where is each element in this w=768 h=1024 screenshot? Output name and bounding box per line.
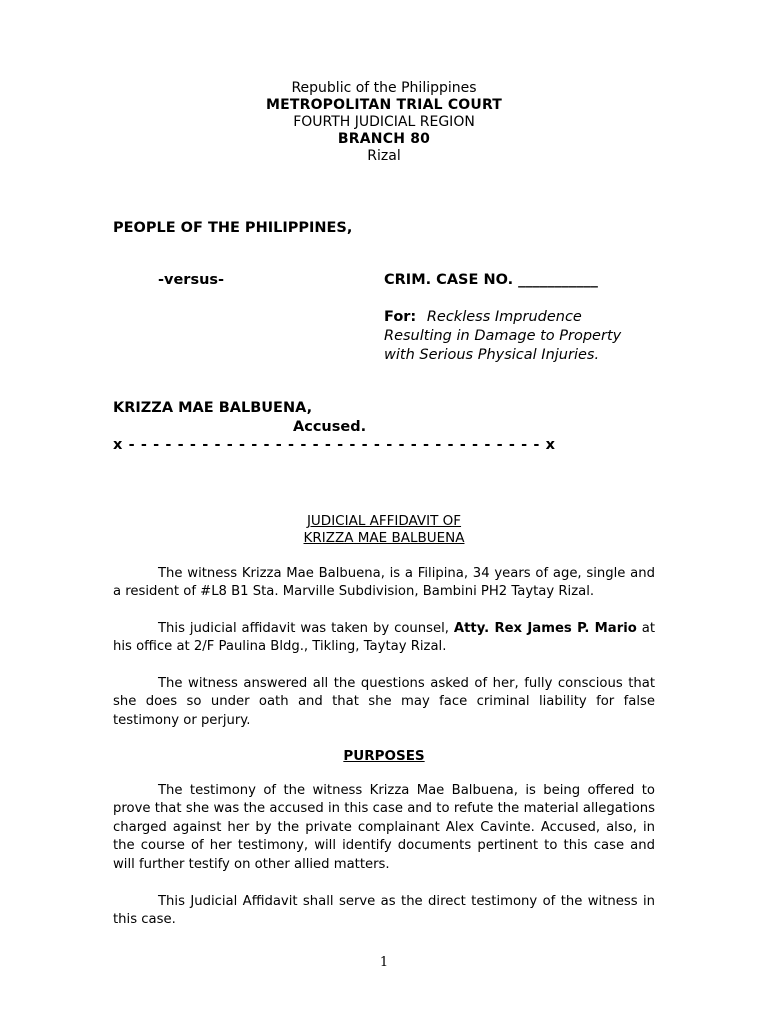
offense-line-1: Reckless Imprudence — [426, 309, 582, 325]
purposes-heading: PURPOSES — [343, 748, 425, 764]
affidavit-title-line-1: JUDICIAL AFFIDAVIT OF — [306, 513, 462, 529]
paragraph-witness-info: The witness Krizza Mae Balbuena, is a Filipina, 34 years of age, single and a resident of #L8 B1 Sta. Marville Subdivision, Bambini PH2 Taytay Rizal. — [113, 566, 655, 600]
header-court: METROPOLITAN TRIAL COURT — [265, 97, 503, 113]
paragraph-counsel — [113, 620, 655, 657]
page-number: 1 — [379, 955, 389, 970]
accused-name: KRIZZA MAE BALBUENA, — [113, 400, 313, 416]
case-number: CRIM. CASE NO. ___________ — [384, 272, 598, 288]
header-republic: Republic of the Philippines — [291, 80, 477, 96]
counsel-text-pre: This judicial affidavit was taken by counsel, — [158, 621, 454, 636]
for-label: For: — [384, 309, 417, 325]
paragraph-oath: The witness answered all the questions asked of her, fully conscious that she does so under oath and that she may face criminal liability for false testimony or perjury. — [113, 676, 655, 728]
plaintiff-name: PEOPLE OF THE PHILIPPINES, — [113, 220, 353, 236]
accused-label: Accused. — [293, 419, 367, 435]
paragraph-direct-testimony: This Judicial Affidavit shall serve as the direct testimony of the witness in this case. — [113, 894, 655, 928]
counsel-name: Atty. Rex James P. Mario — [453, 621, 637, 636]
header-province: Rizal — [367, 148, 401, 164]
paragraph-purposes: The testimony of the witness Krizza Mae Balbuena, is being offered to prove that she was the accused in this case and to refute the material allegations charged against her by the private complainant Alex Cavinte. Accused, also, in the course of her testimony, will identify documents pertinent to this case and will further testify on other allied matters. — [113, 783, 655, 872]
counsel-text-post: at his office at 2/F Paulina Bldg., Tikling, Taytay Rizal. — [113, 621, 655, 655]
offense-block — [384, 308, 621, 365]
header-branch: BRANCH 80 — [337, 131, 431, 147]
header-region: FOURTH JUDICIAL REGION — [293, 114, 475, 130]
offense-line-2: Resulting in Damage to Property — [384, 328, 622, 344]
offense-line-3: with Serious Physical Injuries. — [384, 347, 600, 363]
caption-divider: x - - - - - - - - - - - - - - - - - - - - - - - - - - - - - - - - - - x — [113, 437, 556, 453]
affidavit-title-line-2: KRIZZA MAE BALBUENA — [303, 530, 465, 546]
versus-label: -versus- — [158, 272, 225, 288]
